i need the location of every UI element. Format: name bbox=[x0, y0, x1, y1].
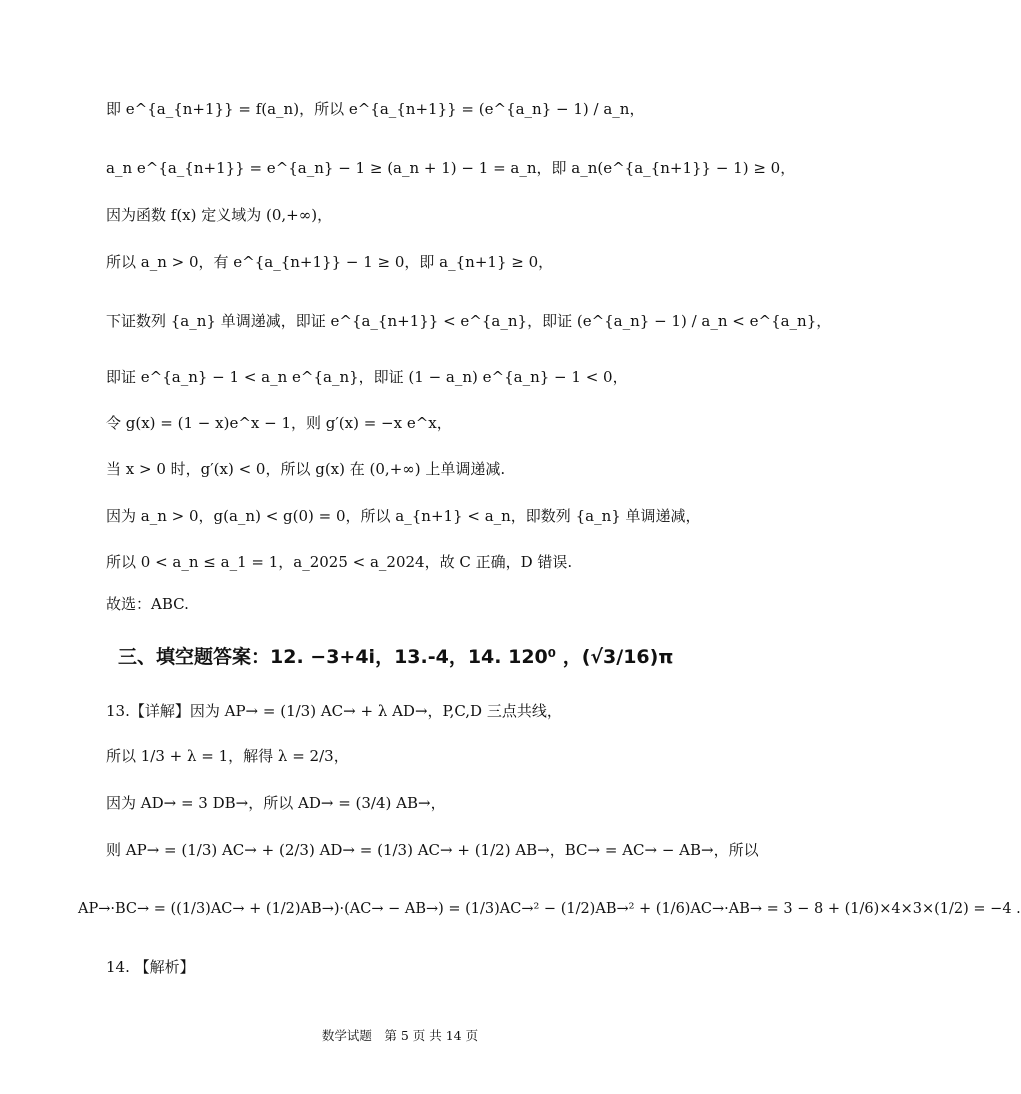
section-heading: 三、填空题答案：12. −3+4i，13.-4，14. 120⁰ ，(√3/16)π bbox=[118, 646, 674, 668]
solution-line-3: 因为函数 f(x) 定义域为 (0,+∞)， bbox=[106, 206, 333, 224]
solution-line-1: 即 e^{a_{n+1}} = f(a_n)，所以 e^{a_{n+1}} = (e^{a_n} − 1) / a_n， bbox=[106, 100, 645, 118]
solution-line-4: 所以 a_n > 0，有 e^{a_{n+1}} − 1 ≥ 0，即 a_{n+1} ≥ 0， bbox=[106, 253, 554, 271]
q14-label: 14. 【解析】 bbox=[106, 958, 195, 976]
q13-line-3: 因为 AD→ = 3 DB→，所以 AD→ = (3/4) AB→， bbox=[106, 794, 446, 812]
solution-line-6: 即证 e^{a_n} − 1 < a_n e^{a_n}，即证 (1 − a_n) e^{a_n} − 1 < 0， bbox=[106, 368, 628, 386]
solution-line-11: 故选：ABC. bbox=[106, 595, 189, 613]
solution-line-10: 所以 0 < a_n ≤ a_1 = 1，a_2025 < a_2024，故 C 正确，D 错误. bbox=[106, 553, 573, 571]
solution-line-2: a_n e^{a_{n+1}} = e^{a_n} − 1 ≥ (a_n + 1) − 1 = a_n，即 a_n(e^{a_{n+1}} − 1) ≥ 0， bbox=[106, 159, 796, 177]
page-footer: 数学试题 第 5 页 共 14 页 bbox=[321, 1028, 479, 1043]
q13-line-5: AP→·BC→ = ((1/3)AC→ + (1/2)AB→)·(AC→ − AB→) = (1/3)AC→² − (1/2)AB→² + (1/6)AC→·AB→ = 3 − 8 + (1/6)×4×3×(1/2) = −4 . bbox=[78, 901, 1021, 917]
solution-line-8: 当 x > 0 时，g′(x) < 0，所以 g(x) 在 (0,+∞) 上单调递减. bbox=[106, 460, 506, 478]
solution-line-7: 令 g(x) = (1 − x)e^x − 1，则 g′(x) = −x e^x， bbox=[106, 414, 452, 432]
q13-line-4: 则 AP→ = (1/3) AC→ + (2/3) AD→ = (1/3) AC→ + (1/2) AB→，BC→ = AC→ − AB→，所以 bbox=[106, 841, 759, 859]
q13-line-2: 所以 1/3 + λ = 1，解得 λ = 2/3， bbox=[106, 747, 349, 765]
solution-line-9: 因为 a_n > 0，g(a_n) < g(0) = 0，所以 a_{n+1} < a_n，即数列 {a_n} 单调递减， bbox=[106, 507, 701, 525]
q13-line-1: 13.【详解】因为 AP→ = (1/3) AC→ + λ AD→，P,C,D 三点共线， bbox=[106, 702, 562, 720]
solution-line-5: 下证数列 {a_n} 单调递减，即证 e^{a_{n+1}} < e^{a_n}，即证 (e^{a_n} − 1) / a_n < e^{a_n}， bbox=[106, 312, 832, 330]
